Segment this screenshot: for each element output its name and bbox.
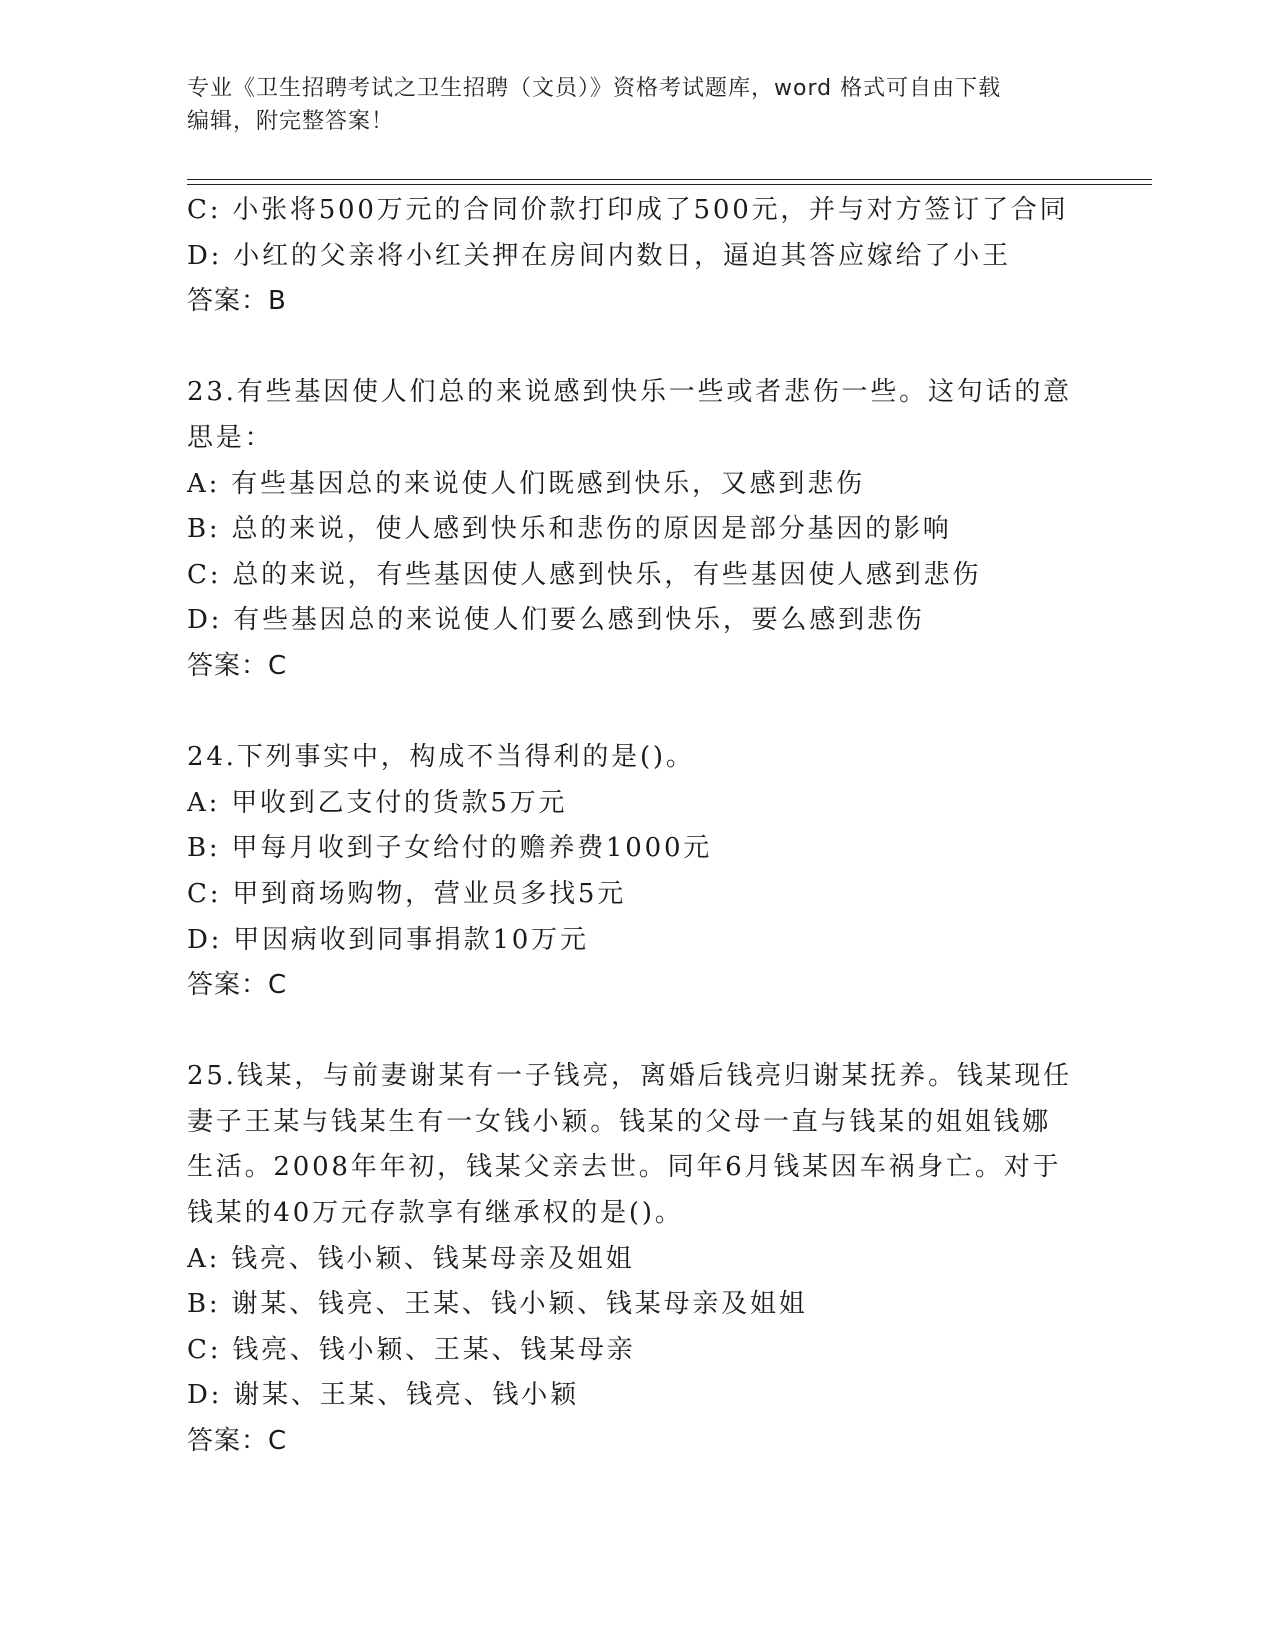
option-d: D: 谢某、王某、钱亮、钱小颖 [187,1380,579,1411]
option-a: A: 有些基因总的来说使人们既感到快乐，又感到悲伤 [187,468,865,499]
question-text: 生活。2008年年初，钱某父亲去世。同年6月钱某因车祸身亡。对于 [187,1152,1062,1183]
answer-label: 答案：C [187,970,288,1001]
option-b: B: 谢某、钱亮、王某、钱小颖、钱某母亲及姐姐 [187,1289,808,1320]
question-24 [187,735,1137,1009]
answer-label: 答案：C [187,650,288,681]
question-text: 24.下列事实中，构成不当得利的是()。 [187,742,695,773]
spacer [187,1009,1137,1055]
option-a: A: 甲收到乙支付的货款5万元 [187,787,568,818]
question-25 [187,1054,1137,1464]
question-text: 思是： [187,422,274,453]
page-header [187,72,1087,138]
option-d: D: 有些基因总的来说使人们要么感到快乐，要么感到悲伤 [187,605,925,636]
option-d: D: 甲因病收到同事捐款10万元 [187,924,589,955]
option-d: D: 小红的父亲将小红关押在房间内数日，逼迫其答应嫁给了小王 [187,240,1011,271]
header-divider-top [187,179,1152,180]
option-b: B: 甲每月收到子女给付的赡养费1000元 [187,833,713,864]
question-text: 妻子王某与钱某生有一女钱小颖。钱某的父母一直与钱某的姐姐钱娜 [187,1106,1052,1137]
option-c: C: 甲到商场购物，营业员多找5元 [187,878,627,909]
header-line-1: 专业《卫生招聘考试之卫生招聘（文员）》资格考试题库，word 格式可自由下载 [187,76,1002,101]
option-c: C: 小张将500万元的合同价款打印成了500元，并与对方签订了合同 [187,195,1069,225]
header-line-2: 编辑，附完整答案！ [187,109,395,134]
option-c: C: 总的来说，有些基因使人感到快乐，有些基因使人感到悲伤 [187,559,982,590]
answer-label: 答案：C [187,1426,288,1457]
option-c: C: 钱亮、钱小颖、王某、钱某母亲 [187,1334,636,1365]
spacer [187,690,1137,736]
spacer [187,325,1137,371]
answer-label: 答案：B [187,286,287,317]
option-a: A: 钱亮、钱小颖、钱某母亲及姐姐 [187,1243,635,1274]
question-22 [187,188,1137,325]
option-b: B: 总的来说，使人感到快乐和悲伤的原因是部分基因的影响 [187,514,952,545]
question-list [187,188,1137,1465]
question-text: 25.钱某，与前妻谢某有一子钱亮，离婚后钱亮归谢某抚养。钱某现任 [187,1061,1072,1092]
question-text: 23.有些基因使人们总的来说感到快乐一些或者悲伤一些。这句话的意 [187,377,1072,408]
question-text: 钱某的40万元存款享有继承权的是()。 [187,1198,684,1229]
question-23 [187,370,1137,689]
header-divider-bottom [187,184,1152,185]
